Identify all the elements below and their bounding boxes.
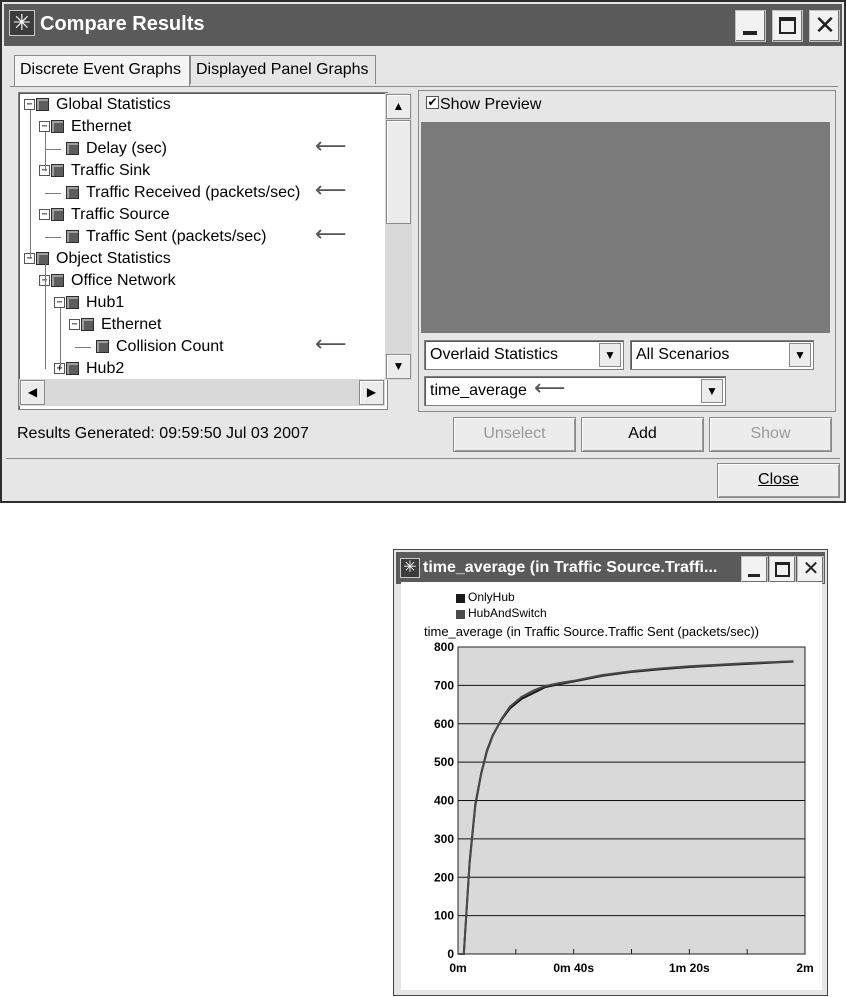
results-generated-status: Results Generated: 09:59:50 Jul 03 2007: [17, 425, 309, 442]
legend-label-hubandswitch: HubAndSwitch: [468, 606, 547, 620]
plot-title: time_average (in Traffic Source.Traffic Sent (packets/sec)): [424, 624, 760, 639]
collapse-icon[interactable]: −: [39, 209, 50, 220]
statistic-node-icon: [66, 142, 79, 155]
tree-horizontal-scrollbar[interactable]: [19, 379, 385, 406]
collapse-icon[interactable]: −: [69, 319, 80, 330]
y-tick-label: 300: [433, 831, 454, 846]
close-icon: ✕: [802, 558, 820, 580]
tree-node[interactable]: [19, 331, 388, 358]
minimize-icon: [743, 31, 757, 35]
collapse-icon[interactable]: −: [39, 165, 50, 176]
tree-connector: [45, 132, 46, 171]
tab-displayed-panel-graphs[interactable]: Displayed Panel Graphs: [190, 55, 376, 84]
y-tick-label: 500: [433, 755, 454, 770]
stat-mode-value: Overlaid Statistics: [430, 346, 559, 363]
tree-node-label: Object Statistics: [56, 250, 171, 267]
statistic-node-icon: [66, 186, 79, 199]
annotation-arrow-icon: ⟵: [534, 375, 566, 400]
tree-connector: [75, 347, 91, 348]
graph-titlebar[interactable]: [396, 552, 825, 584]
y-tick-label: 700: [433, 678, 454, 693]
y-tick-label: 0: [447, 947, 454, 961]
tree-node-label: Collision Count: [116, 338, 224, 355]
unselect-button[interactable]: Unselect: [453, 417, 576, 452]
tree-node[interactable]: [19, 248, 388, 270]
x-tick-label: 0m: [449, 961, 467, 975]
tree-connector: [30, 110, 31, 259]
y-tick-label: 200: [433, 870, 454, 885]
add-button[interactable]: Add: [581, 417, 704, 452]
tree-connector: [60, 308, 61, 369]
scroll-up-button[interactable]: ▲: [386, 94, 411, 119]
tree-connector: [45, 149, 61, 150]
preview-area: [421, 122, 830, 333]
close-button[interactable]: Close: [717, 463, 840, 498]
statistic-node-icon: [51, 208, 64, 221]
annotation-arrow-icon: ⟵: [315, 177, 347, 202]
maximize-button[interactable]: [772, 10, 803, 42]
scroll-thumb[interactable]: [386, 120, 411, 224]
y-tick-label: 800: [433, 640, 454, 654]
x-tick-label: 0m 40s: [553, 961, 595, 975]
tree-node-label: Office Network: [71, 272, 176, 289]
scroll-right-button[interactable]: ▶: [359, 380, 384, 405]
scroll-down-button[interactable]: ▼: [386, 354, 411, 379]
show-button[interactable]: Show: [709, 417, 832, 452]
statistic-node-icon: [66, 362, 79, 375]
tree-node-label: Hub2: [86, 360, 125, 377]
chevron-down-icon[interactable]: ▼: [599, 343, 621, 367]
annotation-arrow-icon: ⟵: [315, 331, 347, 356]
statistic-node-icon: [51, 164, 64, 177]
x-tick-label: 2m: [796, 961, 814, 975]
app-star-icon: ✳: [9, 10, 35, 36]
tree-vertical-scrollbar[interactable]: [385, 93, 412, 380]
chevron-down-icon[interactable]: ▼: [789, 343, 811, 367]
statistic-node-icon: [36, 252, 49, 265]
scenario-dropdown[interactable]: [630, 340, 814, 370]
tree-node[interactable]: [19, 94, 388, 116]
tree-connector: [45, 237, 61, 238]
maximize-icon: [775, 562, 790, 577]
dialog-title: Compare Results: [40, 13, 205, 35]
graph-window: [393, 549, 828, 996]
tree-node[interactable]: [19, 177, 388, 204]
annotation-arrow-icon: ⟵: [315, 133, 347, 158]
y-tick-label: 100: [433, 908, 454, 923]
tree-node[interactable]: [19, 358, 388, 380]
tab-panel-border: [10, 86, 838, 87]
stat-mode-dropdown[interactable]: [424, 340, 624, 370]
statistic-node-icon: [81, 318, 94, 331]
tree-node[interactable]: [19, 270, 388, 292]
graph-minimize-button[interactable]: [741, 556, 768, 583]
tree-node-label: Traffic Received (packets/sec): [86, 184, 301, 201]
minimize-icon: [748, 574, 760, 577]
scroll-left-button[interactable]: ◀: [20, 380, 45, 405]
collapse-icon[interactable]: −: [24, 253, 35, 264]
collapse-icon[interactable]: −: [24, 99, 35, 110]
dialog-separator: [6, 458, 840, 459]
filter-dropdown[interactable]: [424, 376, 726, 406]
tree-node[interactable]: [19, 221, 388, 248]
tree-node-label: Global Statistics: [56, 96, 171, 113]
minimize-button[interactable]: [735, 10, 766, 42]
tree-node-label: Ethernet: [101, 316, 162, 333]
collapse-icon[interactable]: −: [39, 275, 50, 286]
show-preview-label: Show Preview: [440, 96, 542, 113]
tree-connector: [45, 193, 61, 194]
graph-maximize-button[interactable]: [769, 556, 796, 583]
show-preview-checkbox[interactable]: ✔: [427, 95, 438, 109]
statistic-node-icon: [66, 230, 79, 243]
close-window-button[interactable]: [809, 10, 840, 42]
tree-node-label: Delay (sec): [86, 140, 167, 157]
plot-panel: [401, 582, 822, 990]
y-tick-label: 400: [433, 793, 454, 808]
tree-node-label: Ethernet: [71, 118, 132, 135]
tab-discrete-event-graphs[interactable]: Discrete Event Graphs: [14, 55, 190, 86]
chevron-down-icon[interactable]: ▼: [701, 379, 723, 403]
graph-window-title: time_average (in Traffic Source.Traffi...: [423, 559, 718, 576]
statistic-node-icon: [96, 340, 109, 353]
expand-icon[interactable]: +: [54, 363, 65, 374]
legend-label-onlyhub: OnlyHub: [468, 590, 515, 604]
statistic-node-icon: [36, 98, 49, 111]
app-star-icon: ✳: [400, 558, 420, 578]
statistic-node-icon: [66, 296, 79, 309]
y-tick-label: 600: [433, 716, 454, 731]
annotation-arrow-icon: ⟵: [315, 221, 347, 246]
tree-node-label: Hub1: [86, 294, 125, 311]
tree-connector: [45, 264, 46, 369]
tree-node-label: Traffic Source: [71, 206, 170, 223]
maximize-icon: [779, 17, 796, 34]
graph-close-button[interactable]: [797, 556, 824, 583]
scenario-value: All Scenarios: [636, 346, 730, 363]
tree-node-label: Traffic Sink: [71, 162, 151, 179]
tree-node-label: Traffic Sent (packets/sec): [86, 228, 267, 245]
statistics-tree[interactable]: [18, 92, 388, 410]
close-icon: ✕: [814, 10, 836, 40]
collapse-icon[interactable]: −: [39, 121, 50, 132]
filter-value: time_average: [430, 382, 527, 399]
statistic-node-icon: [51, 120, 64, 133]
statistic-node-icon: [51, 274, 64, 287]
dialog-titlebar[interactable]: [4, 4, 842, 46]
tree-node[interactable]: [19, 133, 388, 160]
line-chart: [401, 582, 822, 990]
tree-node[interactable]: [19, 292, 388, 314]
collapse-icon[interactable]: −: [54, 297, 65, 308]
x-tick-label: 1m 20s: [668, 961, 710, 975]
